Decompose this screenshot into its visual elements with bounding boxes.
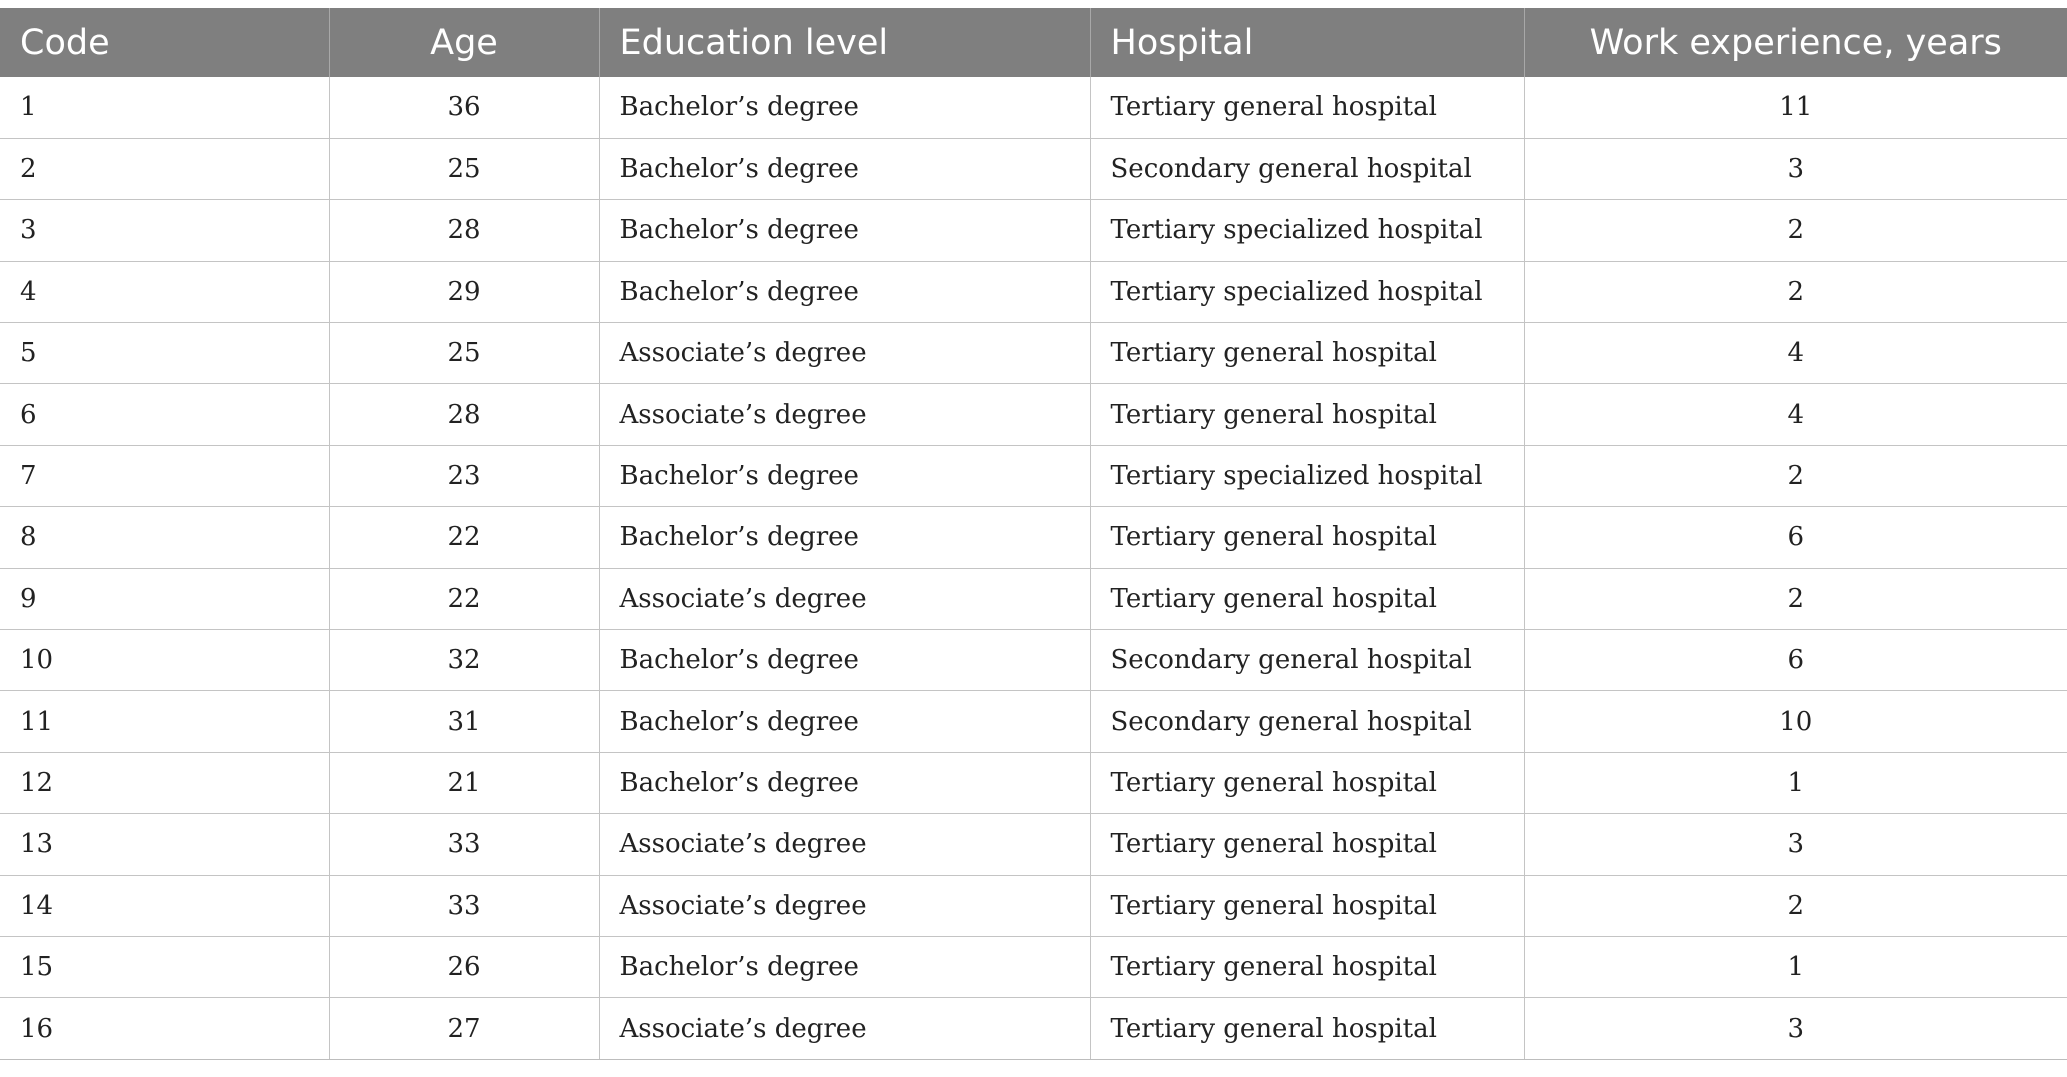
table-header bbox=[0, 8, 2067, 77]
cell-hospital: Tertiary specialized hospital bbox=[1090, 200, 1524, 261]
cell-code: 14 bbox=[0, 875, 329, 936]
cell-hospital: Tertiary general hospital bbox=[1090, 323, 1524, 384]
cell-work-experience: 2 bbox=[1524, 568, 2067, 629]
cell-work-experience: 1 bbox=[1524, 752, 2067, 813]
cell-education-level: Associate’s degree bbox=[599, 384, 1090, 445]
cell-age: 29 bbox=[329, 261, 599, 322]
cell-age: 22 bbox=[329, 507, 599, 568]
table-row bbox=[0, 323, 2067, 384]
cell-age: 33 bbox=[329, 875, 599, 936]
cell-hospital: Tertiary general hospital bbox=[1090, 752, 1524, 813]
cell-age: 36 bbox=[329, 77, 599, 138]
cell-education-level: Bachelor’s degree bbox=[599, 630, 1090, 691]
table-row bbox=[0, 691, 2067, 752]
cell-age: 32 bbox=[329, 630, 599, 691]
table-row bbox=[0, 568, 2067, 629]
header-work-experience: Work experience, years bbox=[1524, 8, 2067, 77]
cell-code: 3 bbox=[0, 200, 329, 261]
header-code: Code bbox=[0, 8, 329, 77]
header-row bbox=[0, 8, 2067, 77]
cell-code: 13 bbox=[0, 814, 329, 875]
cell-code: 6 bbox=[0, 384, 329, 445]
cell-hospital: Tertiary general hospital bbox=[1090, 77, 1524, 138]
cell-work-experience: 4 bbox=[1524, 384, 2067, 445]
cell-age: 25 bbox=[329, 138, 599, 199]
table-row bbox=[0, 752, 2067, 813]
cell-education-level: Bachelor’s degree bbox=[599, 77, 1090, 138]
table-row bbox=[0, 384, 2067, 445]
cell-code: 2 bbox=[0, 138, 329, 199]
cell-work-experience: 6 bbox=[1524, 630, 2067, 691]
cell-education-level: Bachelor’s degree bbox=[599, 936, 1090, 997]
cell-work-experience: 3 bbox=[1524, 814, 2067, 875]
data-table bbox=[0, 8, 2067, 1060]
table-row bbox=[0, 630, 2067, 691]
table-body bbox=[0, 77, 2067, 1059]
cell-work-experience: 3 bbox=[1524, 138, 2067, 199]
cell-education-level: Associate’s degree bbox=[599, 875, 1090, 936]
cell-education-level: Bachelor’s degree bbox=[599, 138, 1090, 199]
cell-code: 9 bbox=[0, 568, 329, 629]
table-row bbox=[0, 875, 2067, 936]
cell-age: 27 bbox=[329, 998, 599, 1059]
cell-hospital: Secondary general hospital bbox=[1090, 691, 1524, 752]
cell-age: 23 bbox=[329, 445, 599, 506]
cell-work-experience: 2 bbox=[1524, 445, 2067, 506]
cell-hospital: Secondary general hospital bbox=[1090, 138, 1524, 199]
cell-work-experience: 2 bbox=[1524, 875, 2067, 936]
cell-work-experience: 3 bbox=[1524, 998, 2067, 1059]
cell-code: 10 bbox=[0, 630, 329, 691]
cell-code: 16 bbox=[0, 998, 329, 1059]
cell-age: 28 bbox=[329, 200, 599, 261]
header-hospital: Hospital bbox=[1090, 8, 1524, 77]
participant-table bbox=[0, 8, 2067, 1060]
cell-age: 22 bbox=[329, 568, 599, 629]
cell-age: 28 bbox=[329, 384, 599, 445]
table-row bbox=[0, 445, 2067, 506]
cell-education-level: Associate’s degree bbox=[599, 814, 1090, 875]
cell-hospital: Tertiary general hospital bbox=[1090, 998, 1524, 1059]
cell-age: 26 bbox=[329, 936, 599, 997]
cell-code: 4 bbox=[0, 261, 329, 322]
cell-code: 5 bbox=[0, 323, 329, 384]
table-row bbox=[0, 200, 2067, 261]
cell-hospital: Secondary general hospital bbox=[1090, 630, 1524, 691]
cell-age: 25 bbox=[329, 323, 599, 384]
cell-work-experience: 1 bbox=[1524, 936, 2067, 997]
cell-work-experience: 11 bbox=[1524, 77, 2067, 138]
cell-work-experience: 2 bbox=[1524, 261, 2067, 322]
cell-work-experience: 4 bbox=[1524, 323, 2067, 384]
cell-education-level: Bachelor’s degree bbox=[599, 752, 1090, 813]
cell-work-experience: 2 bbox=[1524, 200, 2067, 261]
cell-hospital: Tertiary general hospital bbox=[1090, 568, 1524, 629]
cell-education-level: Bachelor’s degree bbox=[599, 691, 1090, 752]
cell-work-experience: 10 bbox=[1524, 691, 2067, 752]
cell-education-level: Associate’s degree bbox=[599, 998, 1090, 1059]
cell-education-level: Associate’s degree bbox=[599, 323, 1090, 384]
cell-code: 11 bbox=[0, 691, 329, 752]
table-row bbox=[0, 77, 2067, 138]
cell-hospital: Tertiary general hospital bbox=[1090, 384, 1524, 445]
table-row bbox=[0, 261, 2067, 322]
cell-hospital: Tertiary general hospital bbox=[1090, 507, 1524, 568]
table-row bbox=[0, 138, 2067, 199]
cell-code: 8 bbox=[0, 507, 329, 568]
cell-education-level: Bachelor’s degree bbox=[599, 261, 1090, 322]
header-age: Age bbox=[329, 8, 599, 77]
cell-hospital: Tertiary general hospital bbox=[1090, 814, 1524, 875]
table-row bbox=[0, 998, 2067, 1059]
cell-age: 33 bbox=[329, 814, 599, 875]
cell-hospital: Tertiary specialized hospital bbox=[1090, 261, 1524, 322]
cell-education-level: Bachelor’s degree bbox=[599, 445, 1090, 506]
cell-age: 21 bbox=[329, 752, 599, 813]
cell-age: 31 bbox=[329, 691, 599, 752]
cell-code: 1 bbox=[0, 77, 329, 138]
cell-hospital: Tertiary general hospital bbox=[1090, 875, 1524, 936]
cell-code: 12 bbox=[0, 752, 329, 813]
cell-education-level: Associate’s degree bbox=[599, 568, 1090, 629]
cell-hospital: Tertiary general hospital bbox=[1090, 936, 1524, 997]
cell-education-level: Bachelor’s degree bbox=[599, 507, 1090, 568]
cell-hospital: Tertiary specialized hospital bbox=[1090, 445, 1524, 506]
cell-work-experience: 6 bbox=[1524, 507, 2067, 568]
cell-education-level: Bachelor’s degree bbox=[599, 200, 1090, 261]
cell-code: 15 bbox=[0, 936, 329, 997]
table-row bbox=[0, 936, 2067, 997]
table-row bbox=[0, 814, 2067, 875]
cell-code: 7 bbox=[0, 445, 329, 506]
table-row bbox=[0, 507, 2067, 568]
header-education-level: Education level bbox=[599, 8, 1090, 77]
